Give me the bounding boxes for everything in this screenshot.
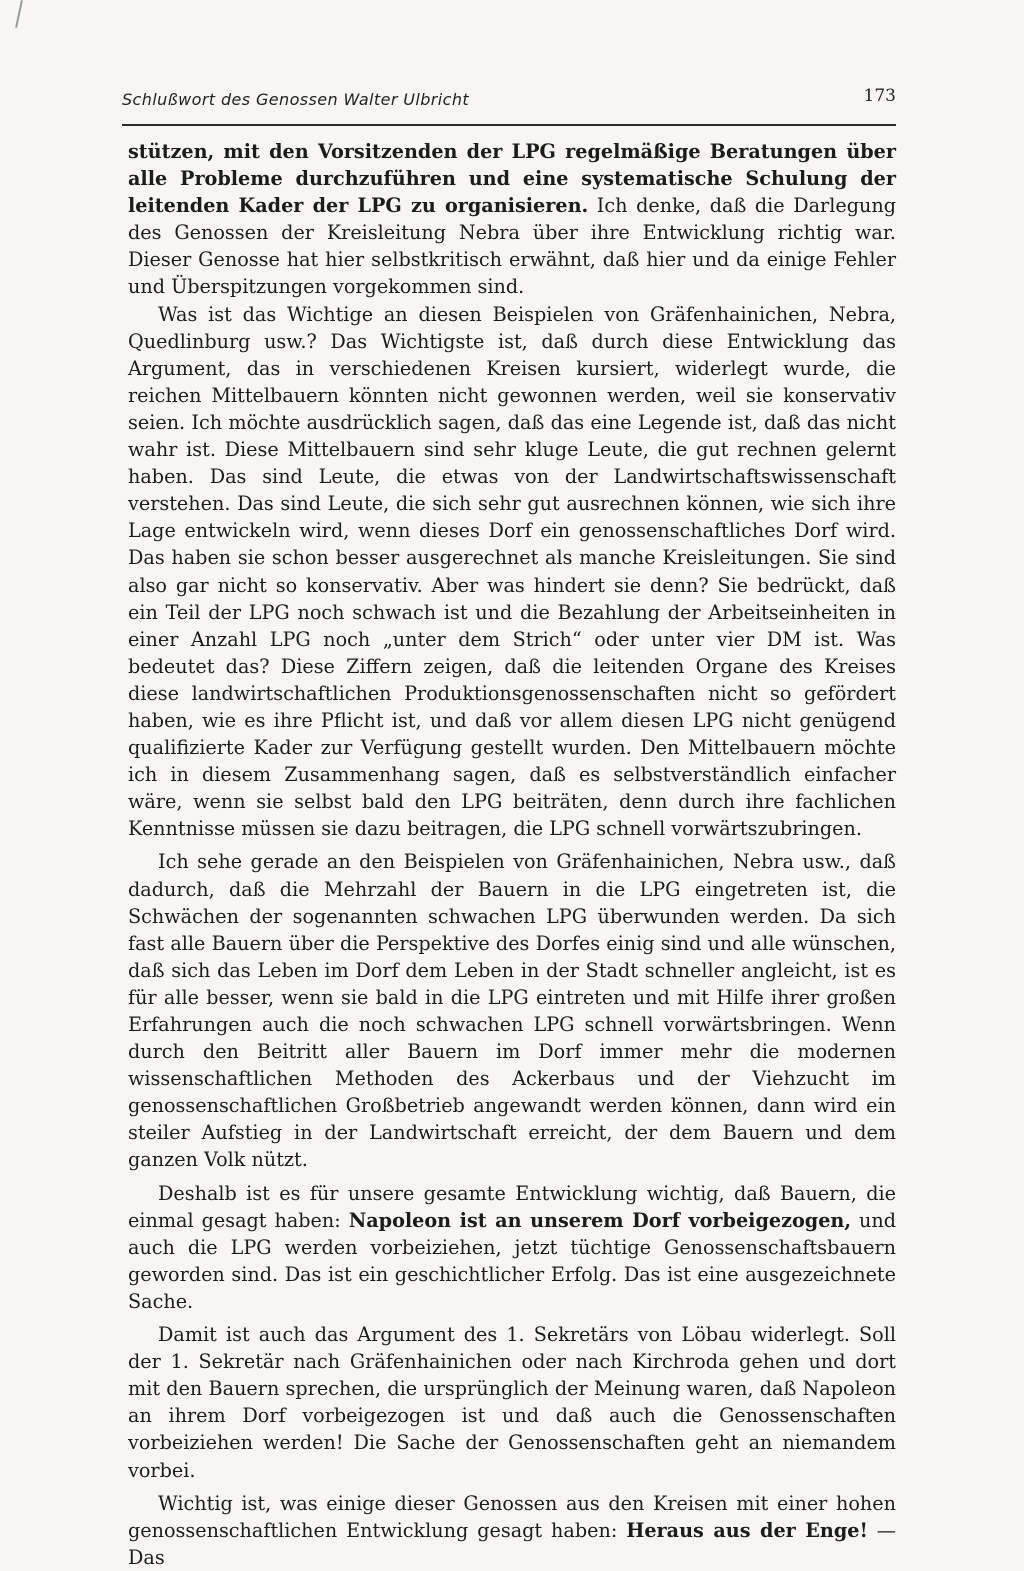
paragraph-6-text-before: Wichtig ist, was einige dieser Genossen aus den Kreisen mit einer hohen genossenschaftlichen Entwicklung gesagt haben: <box>128 1491 896 1542</box>
paragraph-1 <box>128 138 896 301</box>
paragraph-4-text-before: Deshalb ist es für unsere gesamte Entwicklung wichtig, daß Bauern, die einmal gesagt haben: <box>128 1181 896 1232</box>
page-number: 173 <box>863 86 896 106</box>
scan-edge-mark <box>15 0 23 28</box>
paragraph-4 <box>128 1180 896 1315</box>
paragraph-3: Ich sehe gerade an den Beispielen von Gräfenhainichen, Nebra usw., daß dadurch, daß die Mehrzahl der Bauern in die LPG eingetreten ist, die Schwächen der sogenannten schwachen LPG überwunden werden. Da sich fast alle Bauern über die Perspektive des Dorfes einig sind und alle wünschen, daß sich das Leben im Dorf dem Leben in der Stadt schneller angleicht, ist es für alle besser, wenn sie bald in die LPG eintreten und mit Hilfe ihrer großen Erfahrungen auch die noch schwachen LPG schnell vorwärtsbringen. Wenn durch den Beitritt aller Bauern im Dorf immer mehr die modernen wissenschaftlichen Methoden des Ackerbaus und der Viehzucht im genossenschaftlichen Großbetrieb angewandt werden können, dann wird ein steiler Aufstieg in der Landwirtschaft erreicht, der dem Bauern und dem ganzen Volk nützt. <box>128 850 896 1172</box>
paragraph-6 <box>128 1490 896 1571</box>
napoleon-quote: Napoleon ist an unserem Dorf vorbeigezogen, <box>348 1208 852 1232</box>
paragraph-5: Damit ist auch das Argument des 1. Sekretärs von Löbau widerlegt. Soll der 1. Sekretär nach Gräfenhainichen oder nach Kirchroda gehen und dort mit den Bauern sprechen, die ursprünglich der Meinung waren, daß Napoleon an ihrem Dorf vorbeigezogen ist und daß auch die Genossenschaften vorbeiziehen werden! Die Sache der Genossenschaften geht an niemandem vorbei. <box>128 1323 896 1482</box>
slogan-quote: Heraus aus der Enge! <box>626 1518 868 1542</box>
paragraph-1-text: Ich denke, daß die Darlegung des Genossen der Kreisleitung Nebra über ihre Entwicklung richtig war. Dieser Genosse hat hier selbstkritisch erwähnt, daß hier und da einige Fehler und Überspitzungen vorgekommen sind. <box>128 194 896 299</box>
bold-lead: stützen, mit den Vorsitzenden der LPG regelmäßige Beratungen über alle Probleme durchzuführen und eine systematische Schulung der leitenden Kader der LPG zu organisieren. <box>128 140 896 218</box>
paragraph-6-text-after: — Das <box>128 1518 896 1569</box>
running-header <box>122 86 896 118</box>
paragraph-2: Was ist das Wichtige an diesen Beispielen von Gräfenhainichen, Nebra, Quedlinburg usw.? Das Wichtigste ist, daß durch diese Entwicklung das Argument, das in verschiedenen Kreisen kursiert, widerlegt wurde, die reichen Mittelbauern könnten nicht gewonnen werden, weil sie konservativ seien. Ich möchte ausdrücklich sagen, daß das eine Legende ist, daß das nicht wahr ist. Diese Mittelbauern sind sehr kluge Leute, die gut rechnen gelernt haben. Das sind Leute, die etwas von der Landwirtschaftswissenschaft verstehen. Das sind Leute, die sich sehr gut ausrechnen können, wie sich ihre Lage entwickeln wird, wenn dieses Dorf ein genossenschaftliches Dorf wird. Das haben sie schon besser ausgerechnet als manche Kreisleitungen. Sie sind also gar nicht so konservativ. Aber was hindert sie denn? Sie bedrückt, daß ein Teil der LPG noch schwach ist und die Bezahlung der Arbeitseinheiten in einer Anzahl LPG noch „unter dem Strich“ oder unter vier DM ist. Was bedeutet das? Diese Ziffern zeigen, daß die leitenden Organe des Kreises diese landwirtschaftlichen Produktionsgenossenschaften nicht so gefördert haben, wie es ihre Pflicht ist, und daß vor allem diesen LPG nicht genügend qualifizierte Kader zur Verfügung gestellt wurden. Den Mittelbauern möchte ich in diesem Zusammenhang sagen, daß es selbstverständlich einfacher wäre, wenn sie selbst bald den LPG beiträten, denn durch ihre fachlichen Kenntnisse müssen sie dazu beitragen, die LPG schnell vorwärtszubringen. <box>128 302 896 841</box>
header-rule <box>122 124 896 126</box>
body-text <box>128 138 896 1571</box>
running-title: Schlußwort des Genossen Walter Ulbricht <box>122 90 470 109</box>
paragraph-4-text-after: und auch die LPG werden vorbeiziehen, jetzt tüchtige Genossenschaftsbauern geworden sind. Das ist ein geschichtlicher Erfolg. Das ist eine ausgezeichnete Sache. <box>128 1208 896 1313</box>
